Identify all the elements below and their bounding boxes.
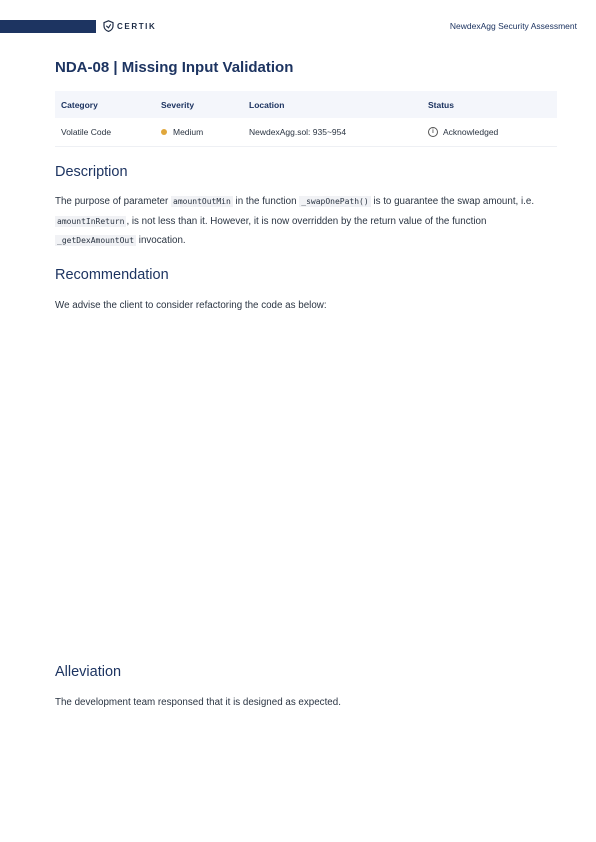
text-segment: in the function bbox=[232, 196, 300, 207]
alleviation-heading: Alleviation bbox=[55, 664, 122, 680]
header-location: Location bbox=[249, 99, 285, 110]
header-status: Status bbox=[428, 99, 454, 110]
table-header-row bbox=[55, 91, 557, 118]
logo-text: CERTIK bbox=[117, 21, 157, 31]
code-getDexAmountOut: _getDexAmountOut bbox=[57, 236, 135, 245]
table-row bbox=[55, 118, 557, 147]
header-category: Category bbox=[61, 99, 98, 110]
code-swapOnePath: _swapOnePath() bbox=[301, 197, 369, 206]
finding-table bbox=[55, 91, 557, 147]
shield-logo-icon bbox=[103, 20, 114, 32]
status-value: Acknowledged bbox=[443, 127, 499, 137]
severity-value: Medium bbox=[173, 127, 204, 137]
status-cell bbox=[428, 127, 498, 137]
description-heading: Description bbox=[55, 164, 128, 180]
alleviation-text: The development team responsed that it is designed as expected. bbox=[55, 697, 341, 708]
text-segment: The purpose of parameter bbox=[55, 196, 171, 207]
header-accent-bar bbox=[0, 20, 96, 33]
finding-title: NDA-08 | Missing Input Validation bbox=[55, 59, 294, 76]
text-segment: , is not less than it. However, it is now overridden by the return value of the function bbox=[126, 215, 487, 227]
document-title: NewdexAgg Security Assessment bbox=[449, 21, 577, 31]
description-text bbox=[55, 192, 555, 251]
code-amountInReturn: amountInReturn bbox=[57, 216, 125, 226]
severity-cell bbox=[161, 127, 203, 137]
header-severity: Severity bbox=[161, 99, 195, 110]
recommendation-text: We advise the client to consider refactoring the code as below: bbox=[55, 300, 327, 311]
certik-logo bbox=[103, 20, 156, 32]
category-value: Volatile Code bbox=[61, 127, 112, 137]
text-segment: invocation. bbox=[136, 235, 186, 246]
location-value: NewdexAgg.sol: 935~954 bbox=[249, 127, 347, 137]
recommendation-heading: Recommendation bbox=[55, 267, 169, 283]
severity-dot-icon bbox=[161, 129, 167, 135]
info-icon: i bbox=[428, 127, 438, 137]
text-segment: is to guarantee the swap amount, i.e. bbox=[370, 196, 535, 207]
code-amountOutMin: amountOutMin bbox=[173, 197, 231, 206]
